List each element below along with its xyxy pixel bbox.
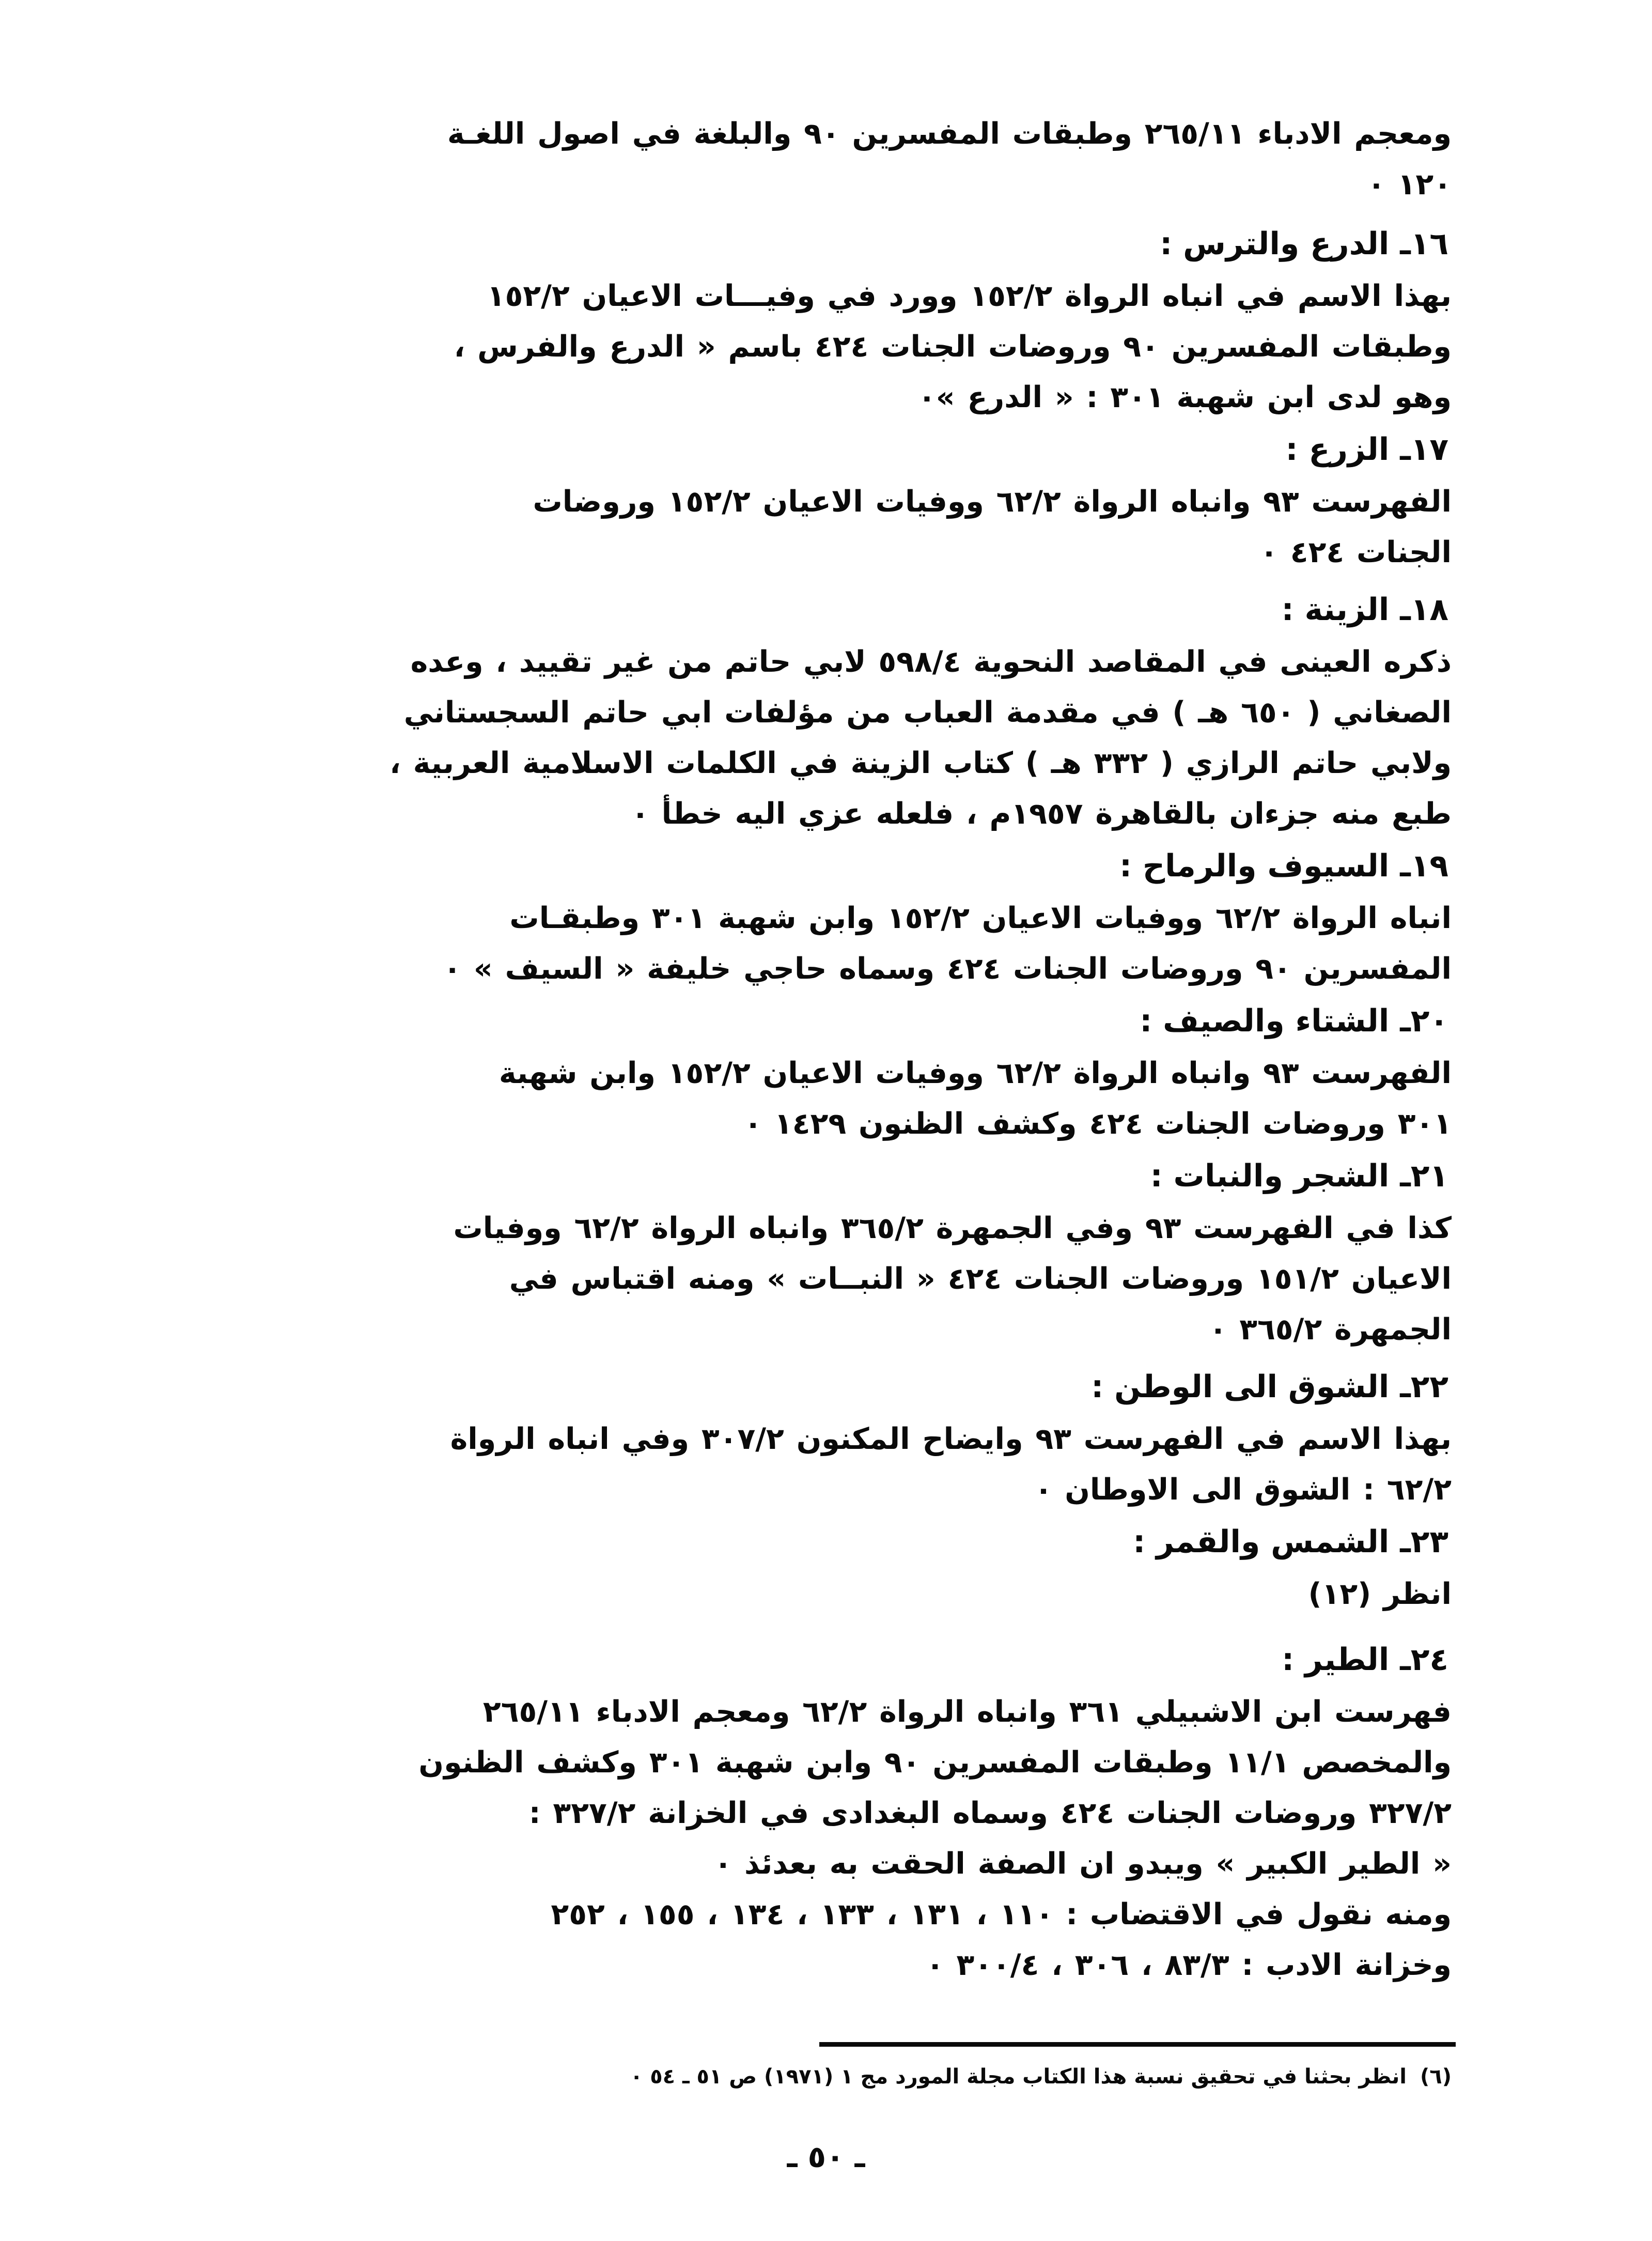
entry-17-heading: ١٧ـ الزرع : — [1285, 431, 1448, 468]
footnote-marker: (٦) — [1420, 2065, 1452, 2089]
entry-24-line-2: والمخصص ١١/١ وطبقات المفسرين ٩٠ وابن شهبة ٣٠١ وكشف الظنون — [418, 1745, 1452, 1780]
entry-17 — [201, 423, 1452, 578]
entry-20-line-1: الفهرست ٩٣ وانباه الرواة ٦٢/٢ ووفيات الاعيان ١٥٢/٢ وابن شهبة — [498, 1056, 1452, 1090]
entry-23-line-1: انظر (١٢) — [1308, 1577, 1452, 1611]
spacer — [201, 578, 1452, 583]
entry-24-line-3: ٣٢٧/٢ وروضات الجنات ٤٢٤ وسماه البغدادى في الخزانة ٣٢٧/٢ : — [528, 1796, 1452, 1830]
entry-20-heading: ٢٠ـ الشتاء والصيف : — [1140, 1003, 1448, 1039]
entry-16 — [201, 217, 1452, 423]
entry-22-line-2: ٦٢/٢ : الشوق الى الاوطان ٠ — [1034, 1473, 1452, 1507]
entry-18 — [201, 583, 1452, 839]
continuation-paragraph — [201, 109, 1452, 210]
entry-21-line-3: الجمهرة ٣٦٥/٢ ٠ — [1209, 1312, 1452, 1347]
entry-18-heading: ١٨ـ الزينة : — [1281, 592, 1448, 628]
page-body — [201, 109, 1452, 1990]
entry-17-line-1: الفهرست ٩٣ وانباه الرواة ٦٢/٢ ووفيات الاعيان ١٥٢/٢ وروضات — [533, 485, 1452, 519]
entry-22-line-1: بهذا الاسم في الفهرست ٩٣ وايضاح المكنون ٣٠٧/٢ وفي انباه الرواة — [450, 1422, 1452, 1456]
entry-18-line-2: الصغاني ( ٦٥٠ هـ ) في مقدمة العباب من مؤلفات ابي حاتم السجستاني — [403, 696, 1452, 730]
entry-21-heading: ٢١ـ الشجر والنبات : — [1150, 1158, 1448, 1194]
entry-19-line-2: المفسرين ٩٠ وروضات الجنات ٤٢٤ وسماه حاجي خليفة « السيف » ٠ — [443, 952, 1452, 986]
entry-16-line-2: وطبقات المفسرين ٩٠ وروضات الجنات ٤٢٤ باسم « الدرع والفرس ، — [454, 330, 1452, 364]
footnote-text: انظر بحثنا في تحقيق نسبة هذا الكتاب مجلة المورد مج ١ (١٩٧١) ص ٥١ ـ ٥٤ ٠ — [630, 2065, 1407, 2089]
entry-18-line-3: ولابي حاتم الرازي ( ٣٣٢ هـ ) كتاب الزينة في الكلمات الاسلامية العربية ، — [389, 746, 1452, 780]
entry-24-line-6: وخزانة الادب : ٨٣/٣ ، ٣٠٦ ، ٣٠٠/٤ ٠ — [926, 1948, 1452, 1982]
entry-22 — [201, 1360, 1452, 1515]
entry-24-heading: ٢٤ـ الطير : — [1282, 1642, 1448, 1678]
entry-19 — [201, 839, 1452, 994]
entry-24-line-4: « الطير الكبير » ويبدو ان الصفة الحقت به بعدئذ ٠ — [714, 1847, 1452, 1881]
entry-19-heading: ١٩ـ السيوف والرماح : — [1119, 848, 1448, 884]
page-number: ـ ٥٠ ـ — [787, 2139, 865, 2174]
entry-18-line-4: طبع منه جزءان بالقاهرة ١٩٥٧م ، فلعله عزي اليه خطأ ٠ — [631, 797, 1452, 831]
spacer — [201, 1355, 1452, 1360]
entry-21-line-1: كذا في الفهرست ٩٣ وفي الجمهرة ٣٦٥/٢ وانباه الرواة ٦٢/٢ ووفيات — [453, 1211, 1452, 1245]
spacer — [201, 1619, 1452, 1633]
entry-17-line-2: الجنات ٤٢٤ ٠ — [1260, 535, 1452, 569]
entry-24-line-1: فهرست ابن الاشبيلي ٣٦١ وانباه الرواة ٦٢/٢ ومعجم الادباء ٢٦٥/١١ — [482, 1695, 1452, 1729]
entry-22-heading: ٢٢ـ الشوق الى الوطن : — [1091, 1369, 1448, 1405]
entry-20 — [201, 994, 1452, 1149]
footnote-separator-rule — [819, 2042, 1456, 2047]
entry-24 — [201, 1633, 1452, 1990]
entry-20-line-2: ٣٠١ وروضات الجنات ٤٢٤ وكشف الظنون ١٤٢٩ ٠ — [744, 1107, 1452, 1141]
entry-24-line-5: ومنه نقول في الاقتضاب : ١١٠ ، ١٣١ ، ١٣٣ ، ١٣٤ ، ١٥٥ ، ٢٥٢ — [551, 1897, 1452, 1931]
entry-23 — [201, 1515, 1452, 1619]
continuation-line-2: ١٢٠ ٠ — [1367, 167, 1452, 202]
entry-16-line-1: بهذا الاسم في انباه الرواة ١٥٢/٢ وورد في وفيـــات الاعيان ١٥٢/٢ — [487, 279, 1452, 313]
entry-21 — [201, 1149, 1452, 1355]
entry-18-line-1: ذكره العينى في المقاصد النحوية ٥٩٨/٤ لابي حاتم من غير تقييد ، وعده — [410, 645, 1452, 679]
footnote — [201, 2061, 1452, 2093]
entry-21-line-2: الاعيان ١٥١/٢ وروضات الجنات ٤٢٤ « النبــات » ومنه اقتباس في — [509, 1262, 1452, 1296]
entry-23-heading: ٢٣ـ الشمس والقمر : — [1133, 1524, 1448, 1560]
entry-19-line-1: انباه الرواة ٦٢/٢ ووفيات الاعيان ١٥٢/٢ وابن شهبة ٣٠١ وطبقـات — [509, 901, 1452, 935]
continuation-line-1: ومعجم الادباء ٢٦٥/١١ وطبقات المفسرين ٩٠ والبلغة في اصول اللغـة — [447, 117, 1452, 151]
entry-16-heading: ١٦ـ الدرع والترس : — [1160, 226, 1448, 262]
entry-16-line-3: وهو لدى ابن شهبة ٣٠١ : « الدرع »٠ — [918, 380, 1452, 414]
